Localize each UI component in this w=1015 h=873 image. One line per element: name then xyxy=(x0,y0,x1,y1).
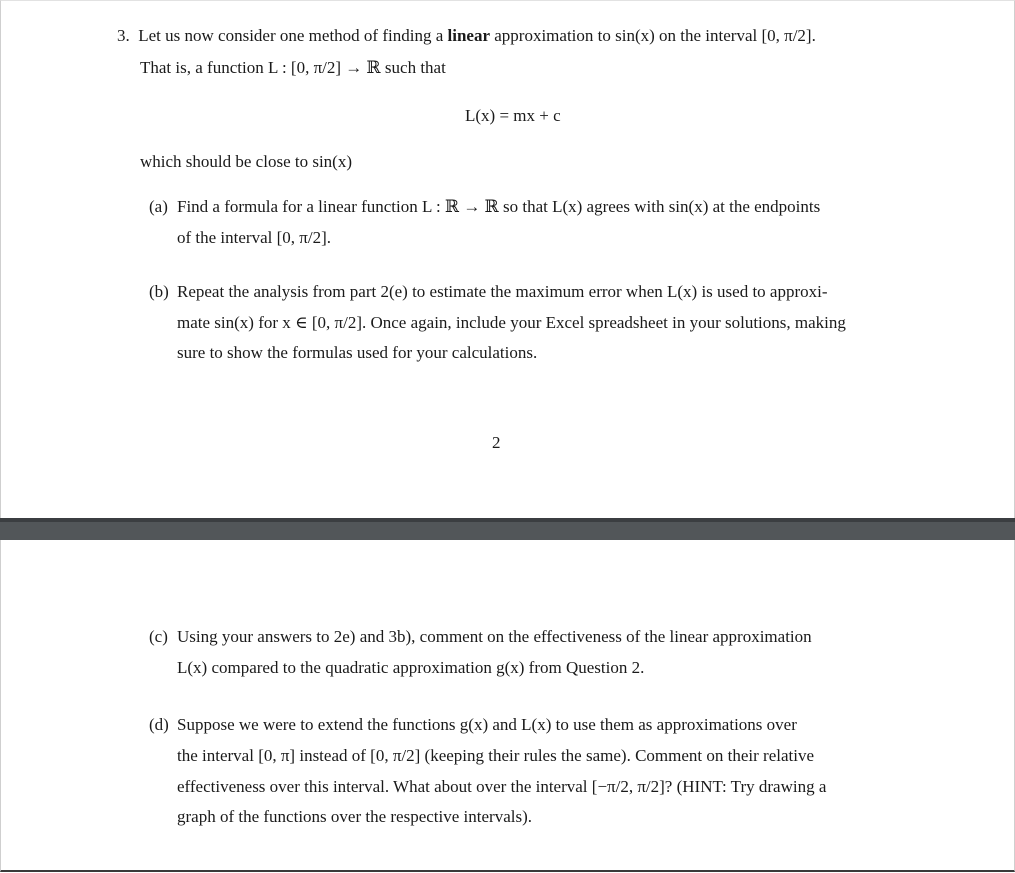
pdf-page-3 xyxy=(0,540,1015,872)
part-d-label: (d) xyxy=(149,715,169,734)
page-number: 2 xyxy=(492,433,501,452)
part-d-line-2: the interval [0, π] instead of [0, π/2] (keeping their rules the same). Comment on their relative xyxy=(177,746,814,765)
question-3-line-2: That is, a function L : [0, π/2] → ℝ such that xyxy=(140,58,446,77)
part-b-line-2: mate sin(x) for x ∈ [0, π/2]. Once again, include your Excel spreadsheet in your solutions, making xyxy=(177,313,846,332)
part-d-line-4: graph of the functions over the respective intervals). xyxy=(177,807,532,826)
part-d-line-3: effectiveness over this interval. What about over the interval [−π/2, π/2]? (HINT: Try drawing a xyxy=(177,777,827,796)
part-d-line-1: Suppose we were to extend the functions g(x) and L(x) to use them as approximations over xyxy=(177,715,797,734)
close-to-sin-line: which should be close to sin(x) xyxy=(140,152,352,171)
part-c-line-1: Using your answers to 2e) and 3b), comment on the effectiveness of the linear approximation xyxy=(177,627,812,646)
part-b-line-3: sure to show the formulas used for your calculations. xyxy=(177,343,538,362)
linear-equation: L(x) = mx + c xyxy=(465,106,561,125)
part-a-line-1: Find a formula for a linear function L : ℝ → ℝ so that L(x) agrees with sin(x) at the endpoints xyxy=(177,197,821,216)
part-a-label: (a) xyxy=(149,197,168,216)
part-b-label: (b) xyxy=(149,282,169,301)
page-gap xyxy=(0,518,1015,540)
part-b-line-1: Repeat the analysis from part 2(e) to estimate the maximum error when L(x) is used to approxi- xyxy=(177,282,828,301)
question-3-line-1: 3. Let us now consider one method of finding a linear approximation to sin(x) on the interval [0, π/2]. xyxy=(117,26,816,45)
page-gap-shadow xyxy=(0,518,1015,522)
part-c-label: (c) xyxy=(149,627,168,646)
part-c-line-2: L(x) compared to the quadratic approximation g(x) from Question 2. xyxy=(177,658,645,677)
part-a-line-2: of the interval [0, π/2]. xyxy=(177,228,331,247)
